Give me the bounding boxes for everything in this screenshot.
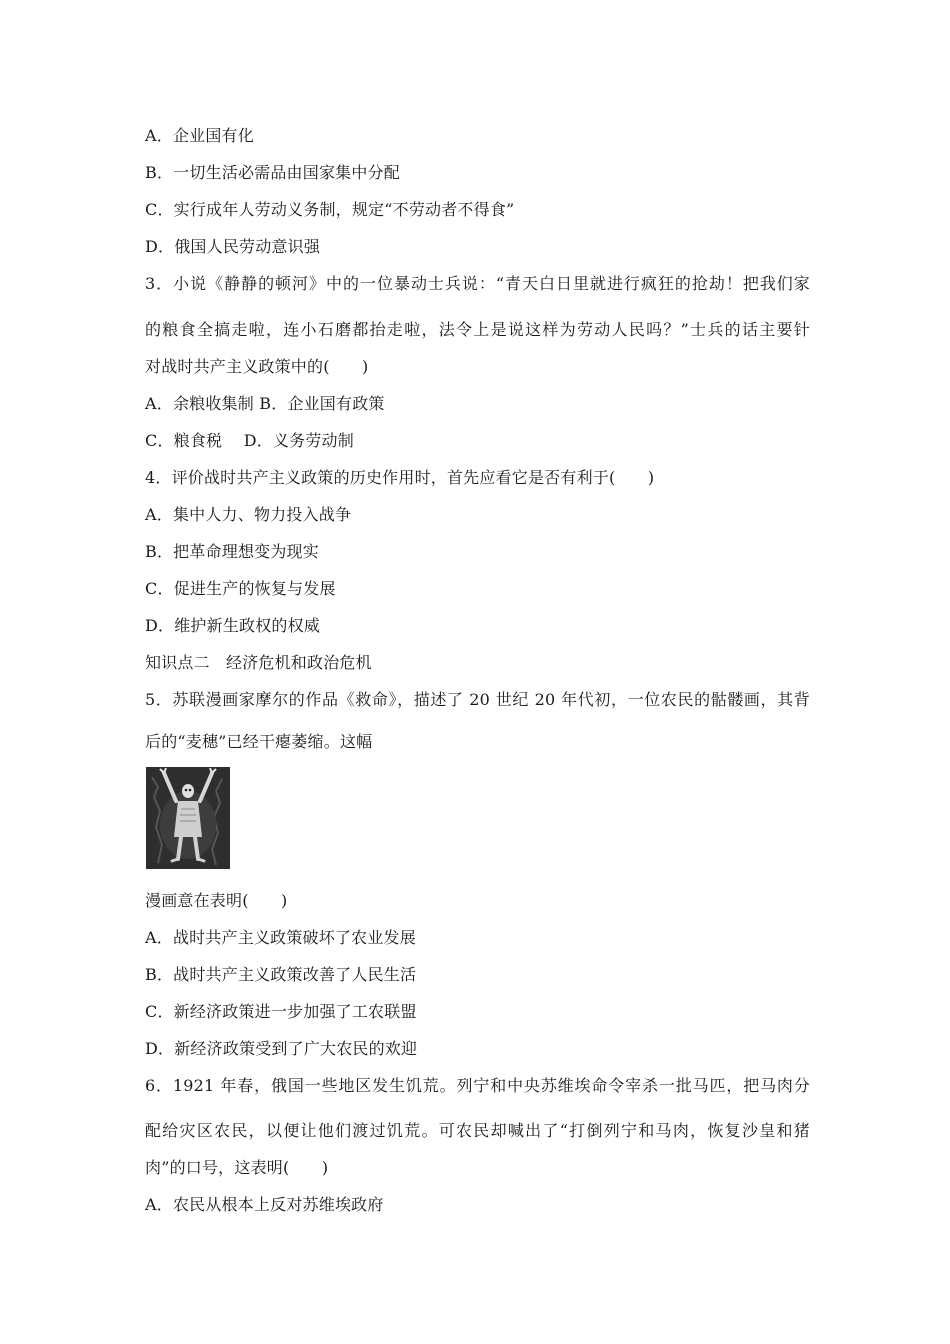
q4-option-d: D．维护新生政权的权威	[145, 616, 321, 635]
q3-options-cd: C．粮食税 D．义务劳动制	[145, 431, 354, 450]
cartoon-image	[146, 767, 230, 869]
q5-option-d: D．新经济政策受到了广大农民的欢迎	[145, 1039, 418, 1058]
q4-option-b: B．把革命理想变为现实	[145, 542, 319, 561]
q2-option-d: D．俄国人民劳动意识强	[145, 237, 321, 256]
q2-option-a: A．企业国有化	[145, 126, 254, 145]
q3-stem-line1: 3．小说《静静的顿河》中的一位暴动士兵说：“青天白日里就进行疯狂的抢劫！把我们家	[145, 274, 810, 293]
q5-stem-line3: 漫画意在表明( )	[145, 891, 288, 910]
q3-options-ab: A．余粮收集制 B．企业国有政策	[145, 394, 385, 413]
q6-stem-line3: 肉”的口号，这表明( )	[145, 1158, 329, 1177]
q6-option-a: A．农民从根本上反对苏维埃政府	[145, 1195, 384, 1214]
q5-stem-line2: 后的“麦穗”已经干瘪萎缩。这幅	[145, 732, 373, 751]
skeleton-figure-icon	[146, 767, 230, 869]
q4-option-a: A．集中人力、物力投入战争	[145, 505, 352, 524]
q3-stem-line3: 对战时共产主义政策中的( )	[145, 357, 369, 376]
q4-stem: 4．评价战时共产主义政策的历史作用时，首先应看它是否有利于( )	[145, 468, 655, 487]
q5-stem-line1: 5．苏联漫画家摩尔的作品《救命》，描述了 20 世纪 20 年代初，一位农民的骷髅画，其背	[145, 690, 810, 709]
section-title: 知识点二 经济危机和政治危机	[145, 653, 372, 672]
q5-option-b: B．战时共产主义政策改善了人民生活	[145, 965, 417, 984]
q5-option-a: A．战时共产主义政策破坏了农业发展	[145, 928, 416, 947]
q6-stem-line1: 6．1921 年春，俄国一些地区发生饥荒。列宁和中央苏维埃命令宰杀一批马匹，把马肉分	[145, 1076, 810, 1095]
q5-option-c: C．新经济政策进一步加强了工农联盟	[145, 1002, 417, 1021]
q2-option-b: B．一切生活必需品由国家集中分配	[145, 163, 400, 182]
q2-option-c: C．实行成年人劳动义务制，规定“不劳动者不得食”	[145, 200, 515, 219]
q3-stem-line2: 的粮食全搞走啦，连小石磨都抬走啦，法令上是说这样为劳动人民吗？”士兵的话主要针	[145, 320, 810, 339]
q6-stem-line2: 配给灾区农民，以便让他们渡过饥荒。可农民却喊出了“打倒列宁和马肉，恢复沙皇和猪	[145, 1121, 810, 1140]
q4-option-c: C．促进生产的恢复与发展	[145, 579, 336, 598]
